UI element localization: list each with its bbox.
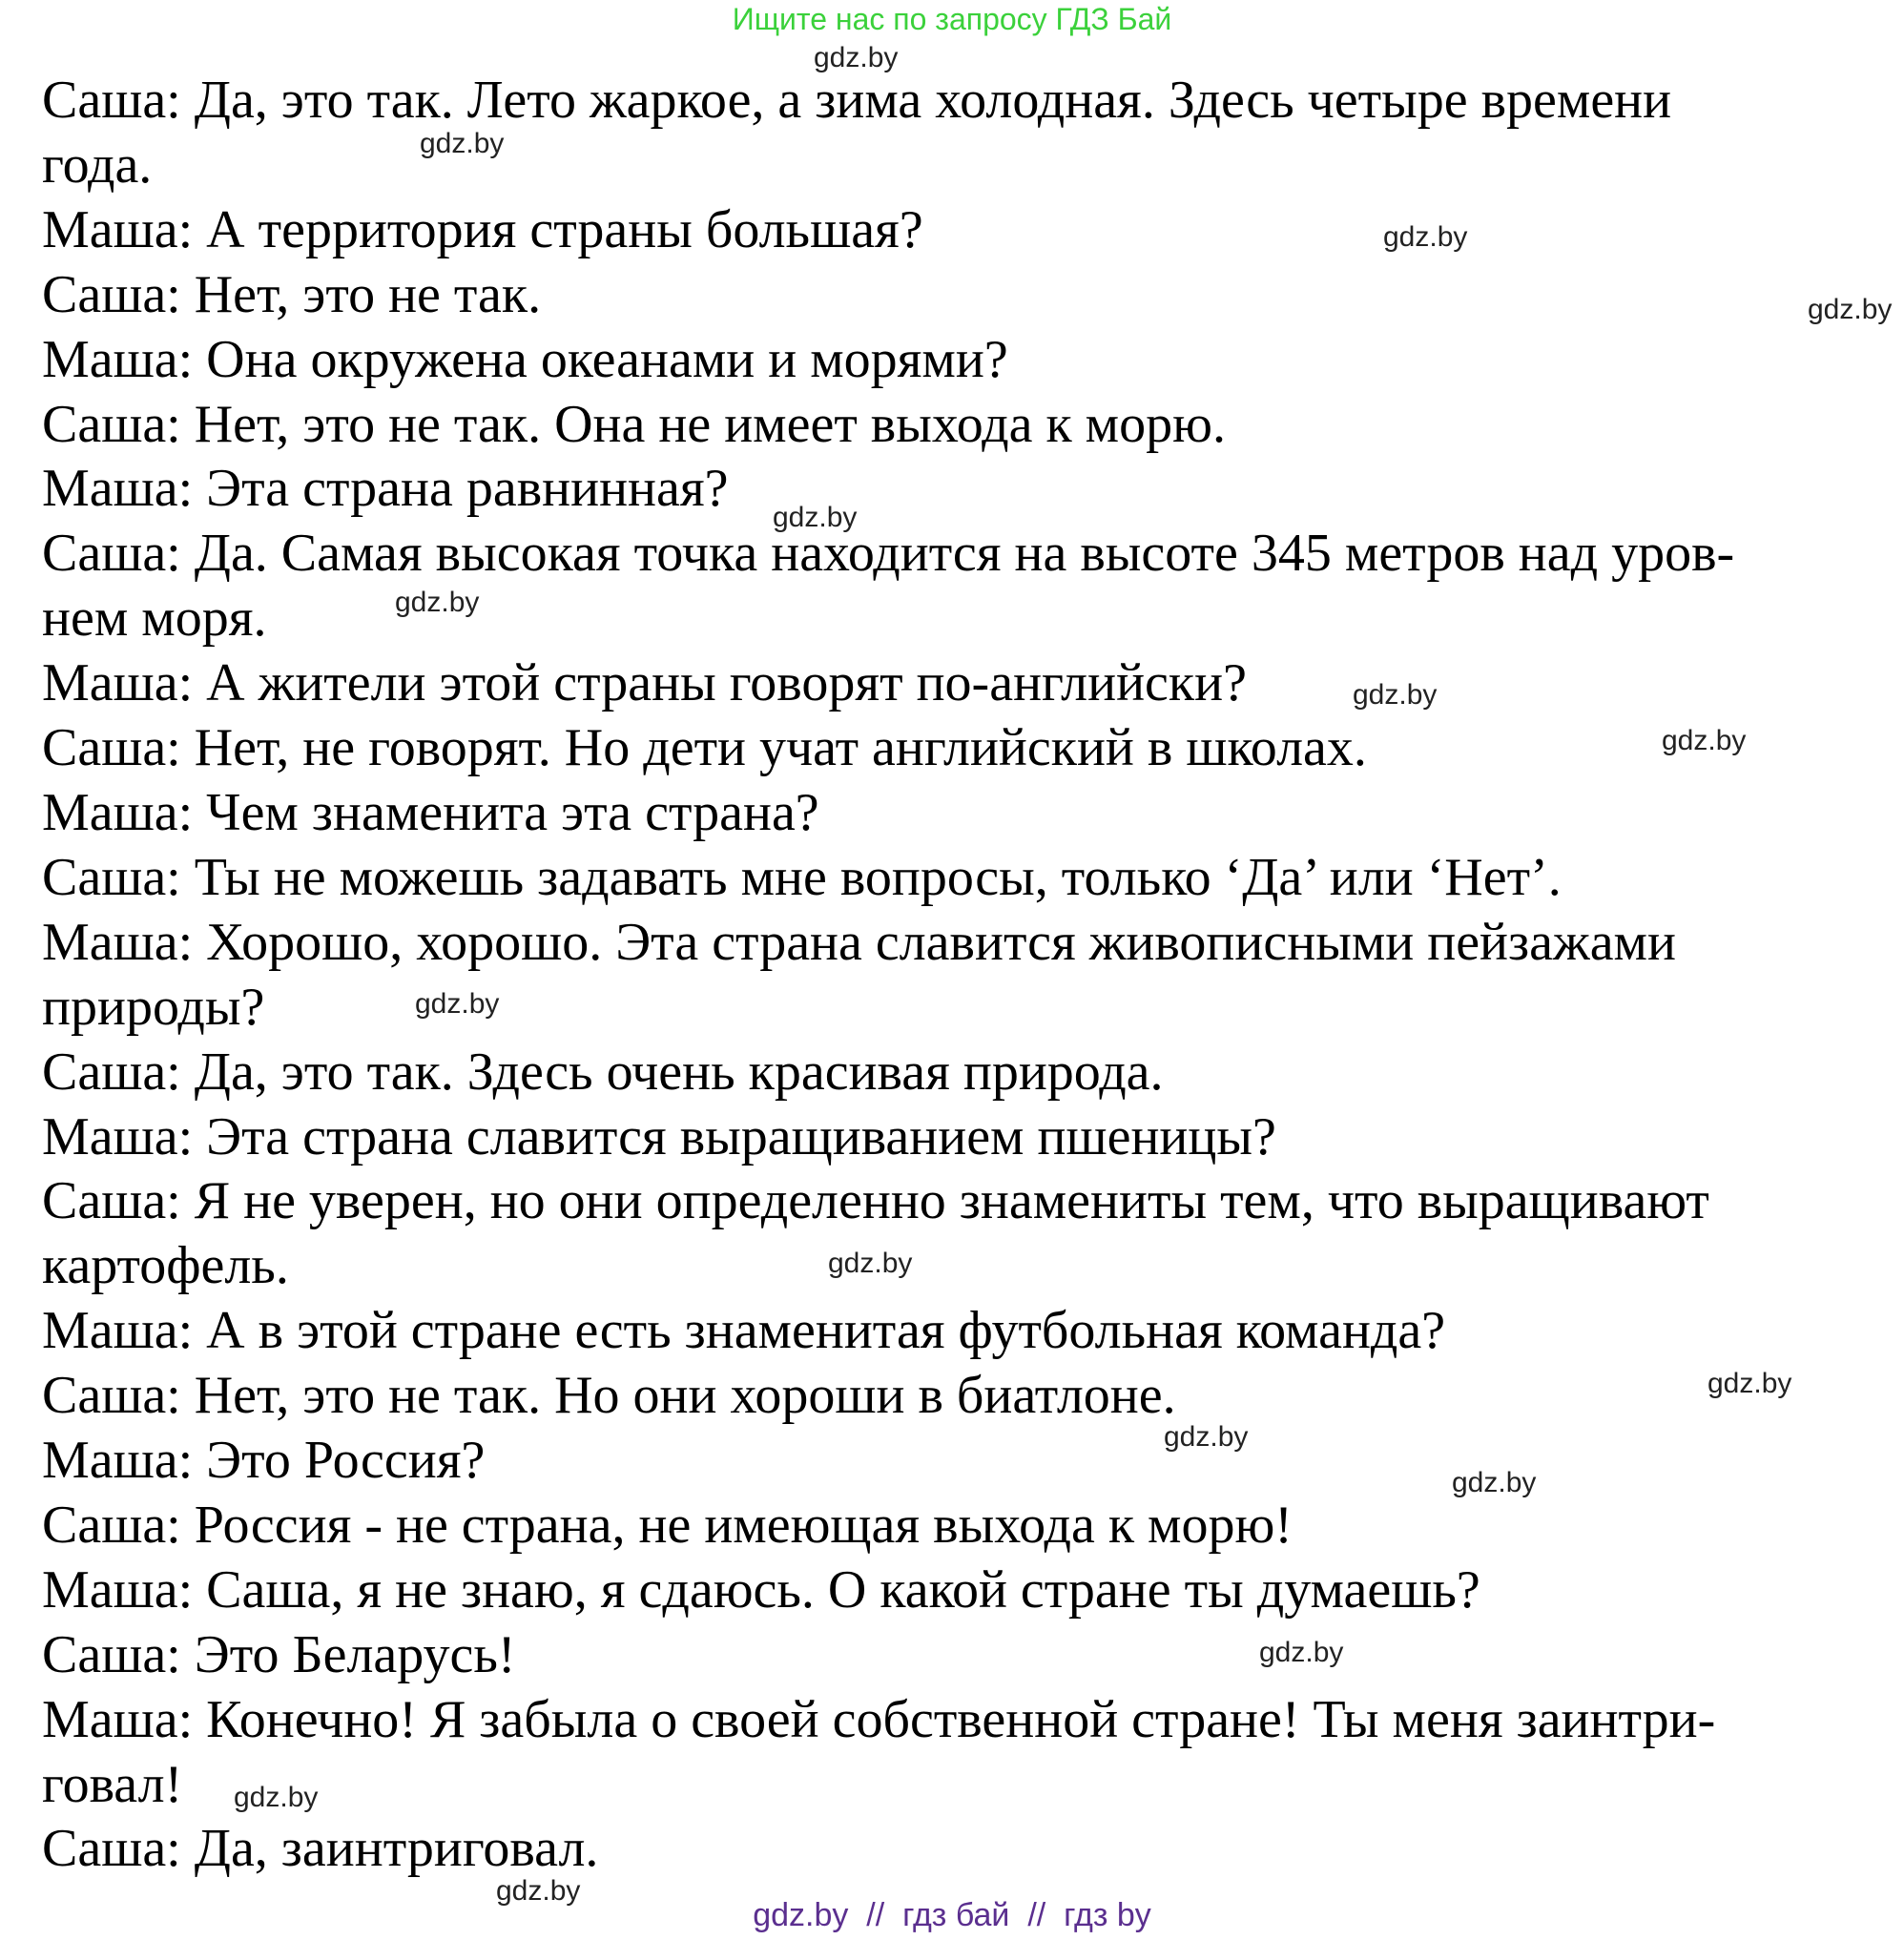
watermark: gdz.by — [828, 1248, 913, 1279]
dialogue-line: нем моря. — [42, 588, 267, 649]
dialogue-line: Маша: Это Россия? — [42, 1431, 486, 1491]
watermark: gdz.by — [773, 502, 858, 533]
dialogue-line: Саша: Я не уверен, но они определенно знамениты тем, что выращивают — [42, 1171, 1709, 1231]
dialogue-text — [42, 69, 1854, 1882]
dialogue-line: Саша: Да, это так. Лето жаркое, а зима холодная. Здесь четыре времени — [42, 71, 1672, 130]
watermark: gdz.by — [1259, 1637, 1344, 1668]
dialogue-line: Маша: Чем знаменита эта страна? — [42, 782, 819, 842]
dialogue-line: Маша: А территория страны большая? — [42, 199, 923, 259]
header-banner: Ищите нас по запросу ГДЗ Бай — [732, 2, 1172, 36]
dialogue-line: Маша: Эта страна славится выращиванием пшеницы? — [42, 1106, 1276, 1166]
watermark: gdz.by — [1808, 294, 1893, 325]
dialogue-line: Саша: Нет, это не так. Она не имеет выхода к морю. — [42, 394, 1226, 454]
dialogue-line: Саша: Ты не можешь задавать мне вопросы, только ‘Да’ или ‘Нет’. — [42, 847, 1562, 907]
dialogue-line: Саша: Это Беларусь! — [42, 1624, 516, 1684]
dialogue-line: говал! — [42, 1754, 183, 1814]
watermark: gdz.by — [1707, 1368, 1792, 1399]
dialogue-line: Маша: Эта страна равнинная? — [42, 459, 729, 519]
dialogue-line: Маша: Хорошо, хорошо. Эта страна славится живописными пейзажами — [42, 912, 1676, 972]
dialogue-line: года. — [42, 134, 153, 195]
dialogue-line: природы? — [42, 977, 265, 1037]
dialogue-line: Маша: Саша, я не знаю, я сдаюсь. О какой стране ты думаешь? — [42, 1559, 1480, 1620]
dialogue-line: Саша: Да, это так. Здесь очень красивая природа. — [42, 1042, 1164, 1102]
dialogue-line: Саша: Нет, это не так. Но они хороши в биатлоне. — [42, 1366, 1176, 1426]
watermark: gdz.by — [1383, 221, 1468, 253]
dialogue-line: Маша: А жители этой страны говорят по-английски? — [42, 653, 1247, 713]
watermark: gdz.by — [1452, 1467, 1537, 1498]
dialogue-line: Саша: Нет, не говорят. Но дети учат английский в школах. — [42, 718, 1367, 778]
dialogue-line: картофель. — [42, 1236, 289, 1296]
watermark: gdz.by — [1662, 725, 1747, 756]
footer-links: gdz.by // гдз бай // гдз by — [753, 1897, 1151, 1933]
watermark: gdz.by — [814, 42, 899, 73]
watermark: gdz.by — [234, 1782, 319, 1813]
dialogue-line: Саша: Россия - не страна, не имеющая выхода к морю! — [42, 1495, 1293, 1555]
dialogue-line: Саша: Да, заинтриговал. — [42, 1819, 599, 1879]
dialogue-line: Маша: А в этой стране есть знаменитая футбольная команда? — [42, 1301, 1446, 1361]
dialogue-line: Саша: Да. Самая высокая точка находится на высоте 345 метров над уров- — [42, 524, 1735, 584]
watermark: gdz.by — [395, 587, 480, 618]
watermark: gdz.by — [1353, 679, 1438, 711]
dialogue-line: Маша: Конечно! Я забыла о своей собственной стране! Ты меня заинтри- — [42, 1689, 1716, 1749]
watermark: gdz.by — [420, 128, 505, 159]
watermark: gdz.by — [1164, 1421, 1249, 1453]
watermark: gdz.by — [496, 1875, 581, 1907]
dialogue-line: Саша: Нет, это не так. — [42, 264, 542, 324]
dialogue-line: Маша: Она окружена океанами и морями? — [42, 329, 1008, 389]
watermark: gdz.by — [415, 988, 500, 1020]
